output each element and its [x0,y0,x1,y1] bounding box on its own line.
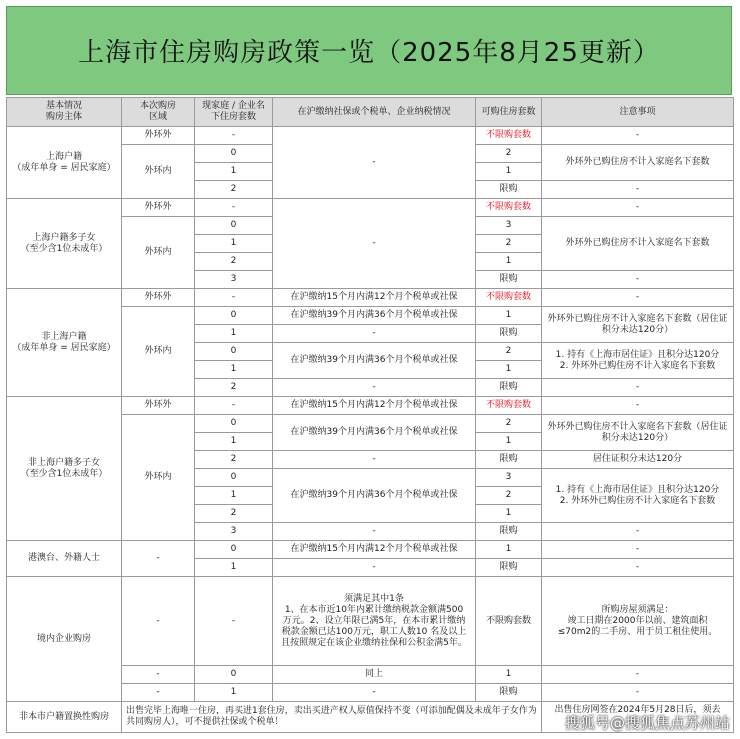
subject-cell: 非上海户籍 （成年单身 = 居民家庭） [7,289,122,397]
col-header-subject: 基本情况 购房主体 [7,98,122,127]
note-cell: - [542,181,734,199]
header-row [7,98,734,127]
owned-cell: 1 [195,487,273,505]
tax-cell: 在沪缴纳39个月内满36个月个税单或社保 [273,343,476,379]
policy-table [6,97,734,733]
tax-cell: - [273,451,476,469]
tax-cell: 在沪缴纳15个月内满12个月个税单或社保 [273,397,476,415]
note-cell: - [542,289,734,307]
note-cell: - [542,199,734,217]
quota-cell: 1 [476,253,542,271]
quota-cell: 1 [476,666,542,684]
col-header-quota: 可购住房套数 [476,98,542,127]
quota-cell: 限购 [476,325,542,343]
area-cell: 外环外 [122,127,195,145]
owned-cell: 0 [195,666,273,684]
area-cell: 外环外 [122,289,195,307]
subject-cell: 上海户籍 （成年单身 = 居民家庭） [7,127,122,199]
quota-cell: 限购 [476,181,542,199]
note-cell: 外环外已购住房不计入家庭名下套数 [542,145,734,181]
owned-cell: 2 [195,253,273,271]
area-cell: - [122,684,195,702]
tax-cell: 出售完毕上海唯一住房，再买进1套住房，卖出买进产权人原值保持不变（可添加配偶及未成年子女作为共同购房人），可不提供社保或个税单！ [122,702,542,733]
owned-cell: 0 [195,217,273,235]
quota-cell: 2 [476,415,542,433]
tax-cell: 在沪缴纳39个月内满36个月个税单或社保 [273,307,476,325]
subject-cell: 上海户籍多子女 （至少含1位未成年） [7,199,122,289]
quota-cell: 不限购套数 [476,127,542,145]
owned-cell: 1 [195,163,273,181]
quota-cell: 1 [476,361,542,379]
page-title: 上海市住房购房政策一览（2025年8月25更新） [78,38,660,68]
owned-cell: 1 [195,559,273,577]
note-cell: - [542,379,734,397]
owned-cell: 0 [195,145,273,163]
note-cell: 所购房屋须满足： 竣工日期在2000年以前、建筑面积≤70m2的二手房、用于员工租住使用。 [542,577,734,666]
title-banner [6,6,732,95]
quota-cell: 限购 [476,523,542,541]
note-cell: 出售住房网签在2024年5月28日后，须去 [542,702,734,733]
owned-cell: 0 [195,343,273,361]
quota-cell: 限购 [476,379,542,397]
tax-cell: 在沪缴纳15个月内满12个月个税单或社保 [273,289,476,307]
note-cell: - [542,666,734,684]
quota-cell: 不限购套数 [476,397,542,415]
note-cell: 外环外已购住房不计入家庭名下套数（居住证积分未达120分） [542,415,734,451]
owned-cell: 1 [195,235,273,253]
quota-cell: 不限购套数 [476,289,542,307]
owned-cell: 1 [195,433,273,451]
tax-cell: - [273,127,476,199]
owned-cell: 0 [195,469,273,487]
area-cell: 外环内 [122,307,195,397]
owned-cell: 0 [195,307,273,325]
subject-cell: 非本市户籍置换性购房 [7,702,122,733]
owned-cell: 2 [195,181,273,199]
quota-cell: 2 [476,343,542,361]
tax-cell: 须满足其中1条 1、在本市近10年内累计缴纳税款金额满500万元。2、设立年限已满5年，在本市累计缴纳税款金额已达100万元，职工人数10 名及以上且按照规定在该企业缴纳社保和公积金满5年。 [273,577,476,666]
tax-cell: - [273,379,476,397]
quota-cell: 限购 [476,451,542,469]
note-cell: - [542,397,734,415]
owned-cell: 1 [195,361,273,379]
quota-cell: 不限购套数 [476,577,542,666]
note-cell: 居住证积分未达120分 [542,451,734,469]
quota-cell: 2 [476,145,542,163]
area-cell: 外环内 [122,145,195,199]
quota-cell: 3 [476,217,542,235]
owned-cell: 1 [195,684,273,702]
quota-cell: 1 [476,163,542,181]
col-header-area: 本次购房 区域 [122,98,195,127]
tax-cell: - [273,325,476,343]
tax-cell: 在沪缴纳15个月内满12个月个税单或社保 [273,541,476,559]
note-cell: - [542,271,734,289]
area-cell: - [122,541,195,577]
note-cell: 外环外已购住房不计入家庭名下套数 [542,217,734,271]
note-cell: - [542,541,734,559]
col-header-notes: 注意事项 [542,98,734,127]
area-cell: - [122,666,195,684]
area-cell: 外环内 [122,217,195,289]
owned-cell: 3 [195,271,273,289]
owned-cell: 3 [195,523,273,541]
tax-cell: - [273,523,476,541]
note-cell: 外环外已购住房不计入家庭名下套数（居住证积分未达120分） [542,307,734,343]
quota-cell: 1 [476,541,542,559]
subject-cell: 境内企业购房 [7,577,122,702]
owned-cell: - [195,199,273,217]
subject-cell: 港澳台、外籍人士 [7,541,122,577]
owned-cell: - [195,289,273,307]
tax-cell: 同上 [273,666,476,684]
quota-cell: 2 [476,235,542,253]
owned-cell: 0 [195,541,273,559]
tax-cell: - [273,559,476,577]
note-cell: 1. 持有《上海市居住证》且积分达120分 2. 外环外已购住房不计入家庭名下套数 [542,343,734,379]
tax-cell: - [273,684,476,702]
owned-cell: 1 [195,325,273,343]
owned-cell: - [195,127,273,145]
quota-cell: 限购 [476,684,542,702]
quota-cell: 1 [476,433,542,451]
col-header-owned: 现家庭 / 企业名 下住房套数 [195,98,273,127]
note-cell: - [542,559,734,577]
area-cell: - [122,577,195,666]
quota-cell: 1 [476,505,542,523]
tax-cell: 在沪缴纳39个月内满36个月个税单或社保 [273,469,476,523]
owned-cell: 2 [195,379,273,397]
tax-cell: 在沪缴纳39个月内满36个月个税单或社保 [273,415,476,451]
area-cell: 外环外 [122,199,195,217]
quota-cell: 不限购套数 [476,199,542,217]
quota-cell: 2 [476,487,542,505]
note-cell: - [542,684,734,702]
quota-cell: 限购 [476,271,542,289]
owned-cell: - [195,397,273,415]
owned-cell: 2 [195,505,273,523]
area-cell: 外环外 [122,397,195,415]
col-header-tax: 在沪缴纳社保或个税单、企业纳税情况 [273,98,476,127]
note-cell: 1. 持有《上海市居住证》且积分达120分 2. 外环外已购住房不计入家庭名下套数 [542,469,734,523]
owned-cell: 0 [195,415,273,433]
area-cell: 外环内 [122,415,195,541]
note-cell: - [542,127,734,145]
quota-cell: 1 [476,307,542,325]
quota-cell: 限购 [476,559,542,577]
tax-cell: - [273,199,476,289]
owned-cell: 2 [195,451,273,469]
owned-cell: - [195,577,273,666]
quota-cell: 3 [476,469,542,487]
watermark: 搜狐号@搜狐焦点苏州站 [564,714,730,732]
subject-cell: 非上海户籍多子女 （至少含1位未成年） [7,397,122,541]
note-cell: - [542,523,734,541]
